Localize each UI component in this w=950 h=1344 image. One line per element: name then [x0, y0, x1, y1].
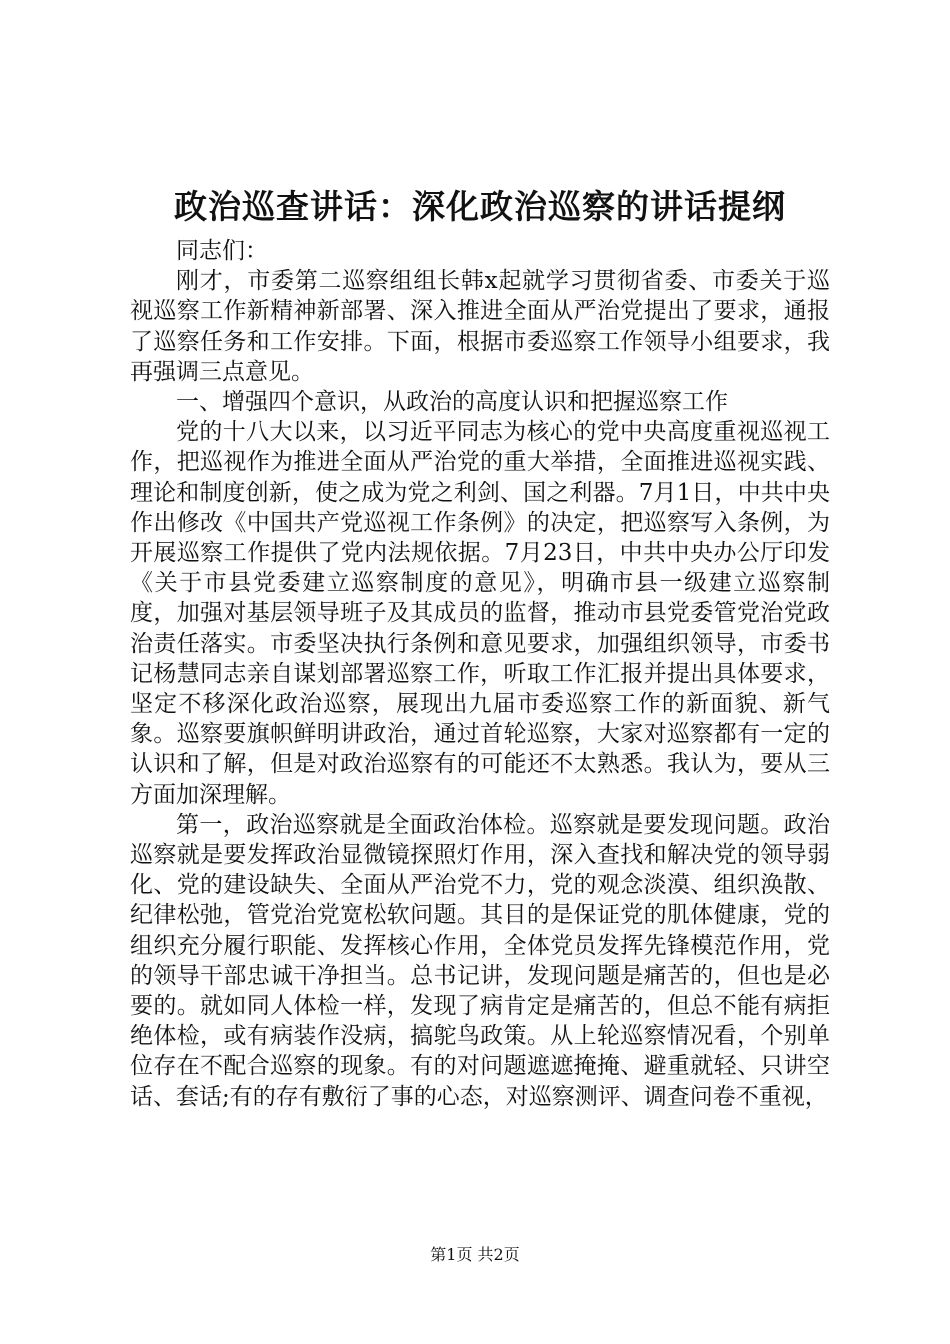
- intro-paragraph: 刚才，市委第二巡察组组长韩x起就学习贯彻省委、市委关于巡视巡察工作新精神新部署、深入推进全面从严治党提出了要求，通报了巡察任务和工作安排。下面，根据市委巡察工作领导小组要求，我再强调三点意见。: [130, 268, 830, 385]
- body-paragraph-1: 党的十八大以来，以习近平同志为核心的党中央高度重视巡视工作，把巡视作为推进全面从严治党的重大举措，全面推进巡视实践、理论和制度创新，使之成为党之利剑、国之利器。7月1日，中共中央作出修改《中国共产党巡视工作条例》的决定，把巡察写入条例，为开展巡察工作提供了党内法规依据。7月23日，中共中央办公厅印发《关于市县党委建立巡察制度的意见》，明确市县一级建立巡察制度，加强对基层领导班子及其成员的监督，推动市县党委管党治党政治责任落实。市委坚决执行条例和意见要求，加强组织领导，市委书记杨慧同志亲自谋划部署巡察工作，听取工作汇报并提出具体要求，坚定不移深化政治巡察，展现出九届市委巡察工作的新面貌、新气象。巡察要旗帜鲜明讲政治，通过首轮巡察，大家对巡察都有一定的认识和了解，但是对政治巡察有的可能还不太熟悉。我认为，要从三方面加深理解。: [130, 419, 830, 808]
- body-paragraph-2: 第一，政治巡察就是全面政治体检。巡察就是要发现问题。政治巡察就是要发挥政治显微镜探照灯作用，深入查找和解决党的领导弱化、党的建设缺失、全面从严治党不力，党的观念淡漠、组织涣散、纪律松弛，管党治党宽松软问题。其目的是保证党的肌体健康，党的组织充分履行职能、发挥核心作用，全体党员发挥先锋模范作用，党的领导干部忠诚干净担当。总书记讲，发现问题是痛苦的，但也是必要的。就如同人体检一样，发现了病肯定是痛苦的，但总不能有病拒绝体检，或有病装作没病，搞鸵鸟政策。从上轮巡察情况看，个别单位存在不配合巡察的现象。有的对问题遮遮掩掩、避重就轻、只讲空话、套话;有的存有敷衍了事的心态，对巡察测评、调查问卷不重视，: [130, 811, 830, 1110]
- document-page: [130, 184, 830, 1112]
- page-footer: 第1页 共2页: [430, 1245, 520, 1264]
- section-heading-paragraph: 一、增强四个意识，从政治的高度认识和把握巡察工作: [176, 389, 728, 416]
- document-title: 政治巡查讲话：深化政治巡察的讲话提纲: [174, 187, 786, 226]
- greeting-paragraph: 同志们：: [176, 238, 268, 264]
